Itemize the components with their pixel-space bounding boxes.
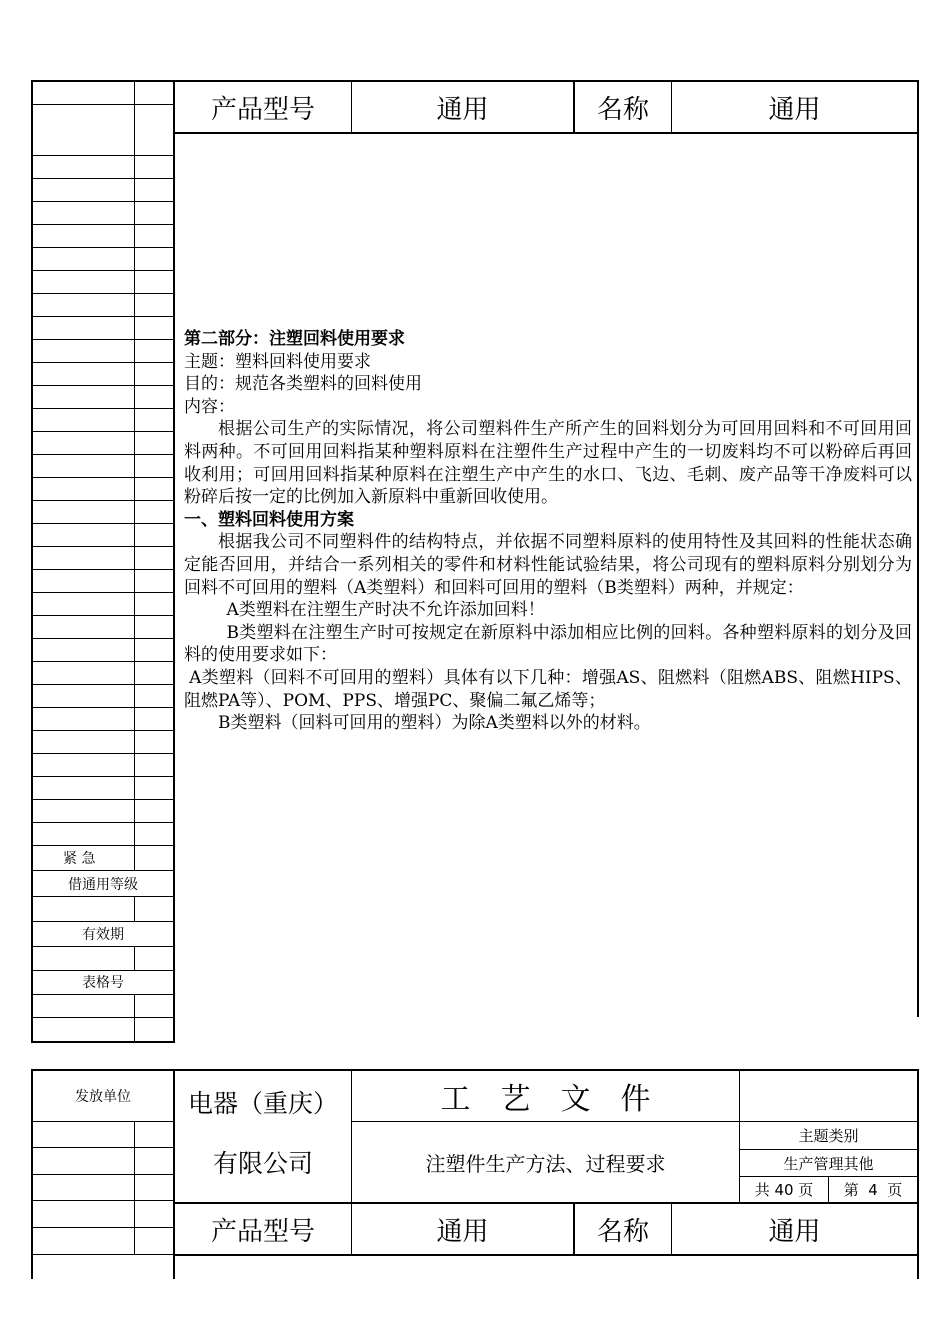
- company-name-line1: 电器（重庆）: [187, 1089, 338, 1118]
- paragraph-classification: 根据我公司不同塑料件的结构特点，并依据不同塑料原料的使用特性及其回料的性能状态确定能否回用，并结合一系列相关的零件和材料性能试验结果，将公司现有的塑料原料分别划分为回料不可回用的塑料（A类塑料）和回料可回用的塑料（B类塑料）两种，并规定：: [184, 532, 912, 598]
- subject-category-label: 主题类别: [798, 1127, 859, 1145]
- borrow-level-label: 借通用等级: [68, 876, 138, 893]
- product-model-value: 通用: [436, 94, 489, 125]
- purpose-line: 目的：规范各类塑料的回料使用: [184, 374, 422, 395]
- paragraph-recycle-definition: 根据公司生产的实际情况，将公司塑料件生产所产生的回料划分为可回用回料和不可回用回料两种。不可回用回料指某种塑料原料在注塑件生产过程中产生的一切废料均不可以粉碎后再回收利用；可回用回料指某种原料在注塑生产中产生的水口、飞边、毛刺、废产品等干净废料可以粉碎后按一定的比例加入新原料中重新回收使用。: [184, 419, 912, 508]
- issuing-unit-label: 发放单位: [75, 1089, 131, 1105]
- footer-product-model-value: 通用: [436, 1216, 489, 1247]
- paragraph-class-a-rule: A类塑料在注塑生产时决不允许添加回料！: [226, 600, 545, 621]
- section-title: 第二部分：注塑回料使用要求: [184, 329, 405, 349]
- paragraph-class-b-list: B类塑料（回料可回用的塑料）为除A类塑料以外的材料。: [218, 713, 651, 734]
- document-type: 工 艺 文 件: [440, 1082, 651, 1117]
- form-number-label: 表格号: [82, 975, 124, 991]
- paragraph-class-b-rule: B类塑料在注塑生产时可按规定在新原料中添加相应比例的回料。各种塑料原料的划分及回料的使用要求如下：: [184, 622, 912, 666]
- validity-label: 有效期: [82, 926, 124, 943]
- subject-category-value: 生产管理其他: [783, 1154, 874, 1173]
- footer-name-label: 名称: [596, 1216, 649, 1247]
- page-number: 第 4 页: [843, 1181, 903, 1199]
- name-label: 名称: [596, 94, 649, 125]
- footer-name-value: 通用: [768, 1216, 821, 1247]
- heading-recycle-plan: 一、塑料回料使用方案: [184, 509, 354, 530]
- footer-product-model-label: 产品型号: [210, 1216, 315, 1247]
- total-pages: 共 40 页: [754, 1181, 814, 1199]
- document-title: 注塑件生产方法、过程要求: [425, 1151, 666, 1176]
- product-model-label: 产品型号: [210, 94, 315, 125]
- theme-line: 主题：塑料回料使用要求: [184, 351, 371, 372]
- name-value: 通用: [768, 94, 821, 125]
- document-body: [184, 328, 912, 735]
- urgent-label: 紧 急: [63, 851, 96, 867]
- company-name-line2: 有限公司: [212, 1149, 313, 1178]
- paragraph-class-a-list: A类塑料（回料不可回用的塑料）具体有以下几种：增强AS、阻燃料（阻燃ABS、阻燃HIPS、阻燃PA等）、POM、PPS、增强PC、聚偏二氟乙烯等；: [184, 667, 912, 711]
- content-label: 内容：: [184, 396, 235, 417]
